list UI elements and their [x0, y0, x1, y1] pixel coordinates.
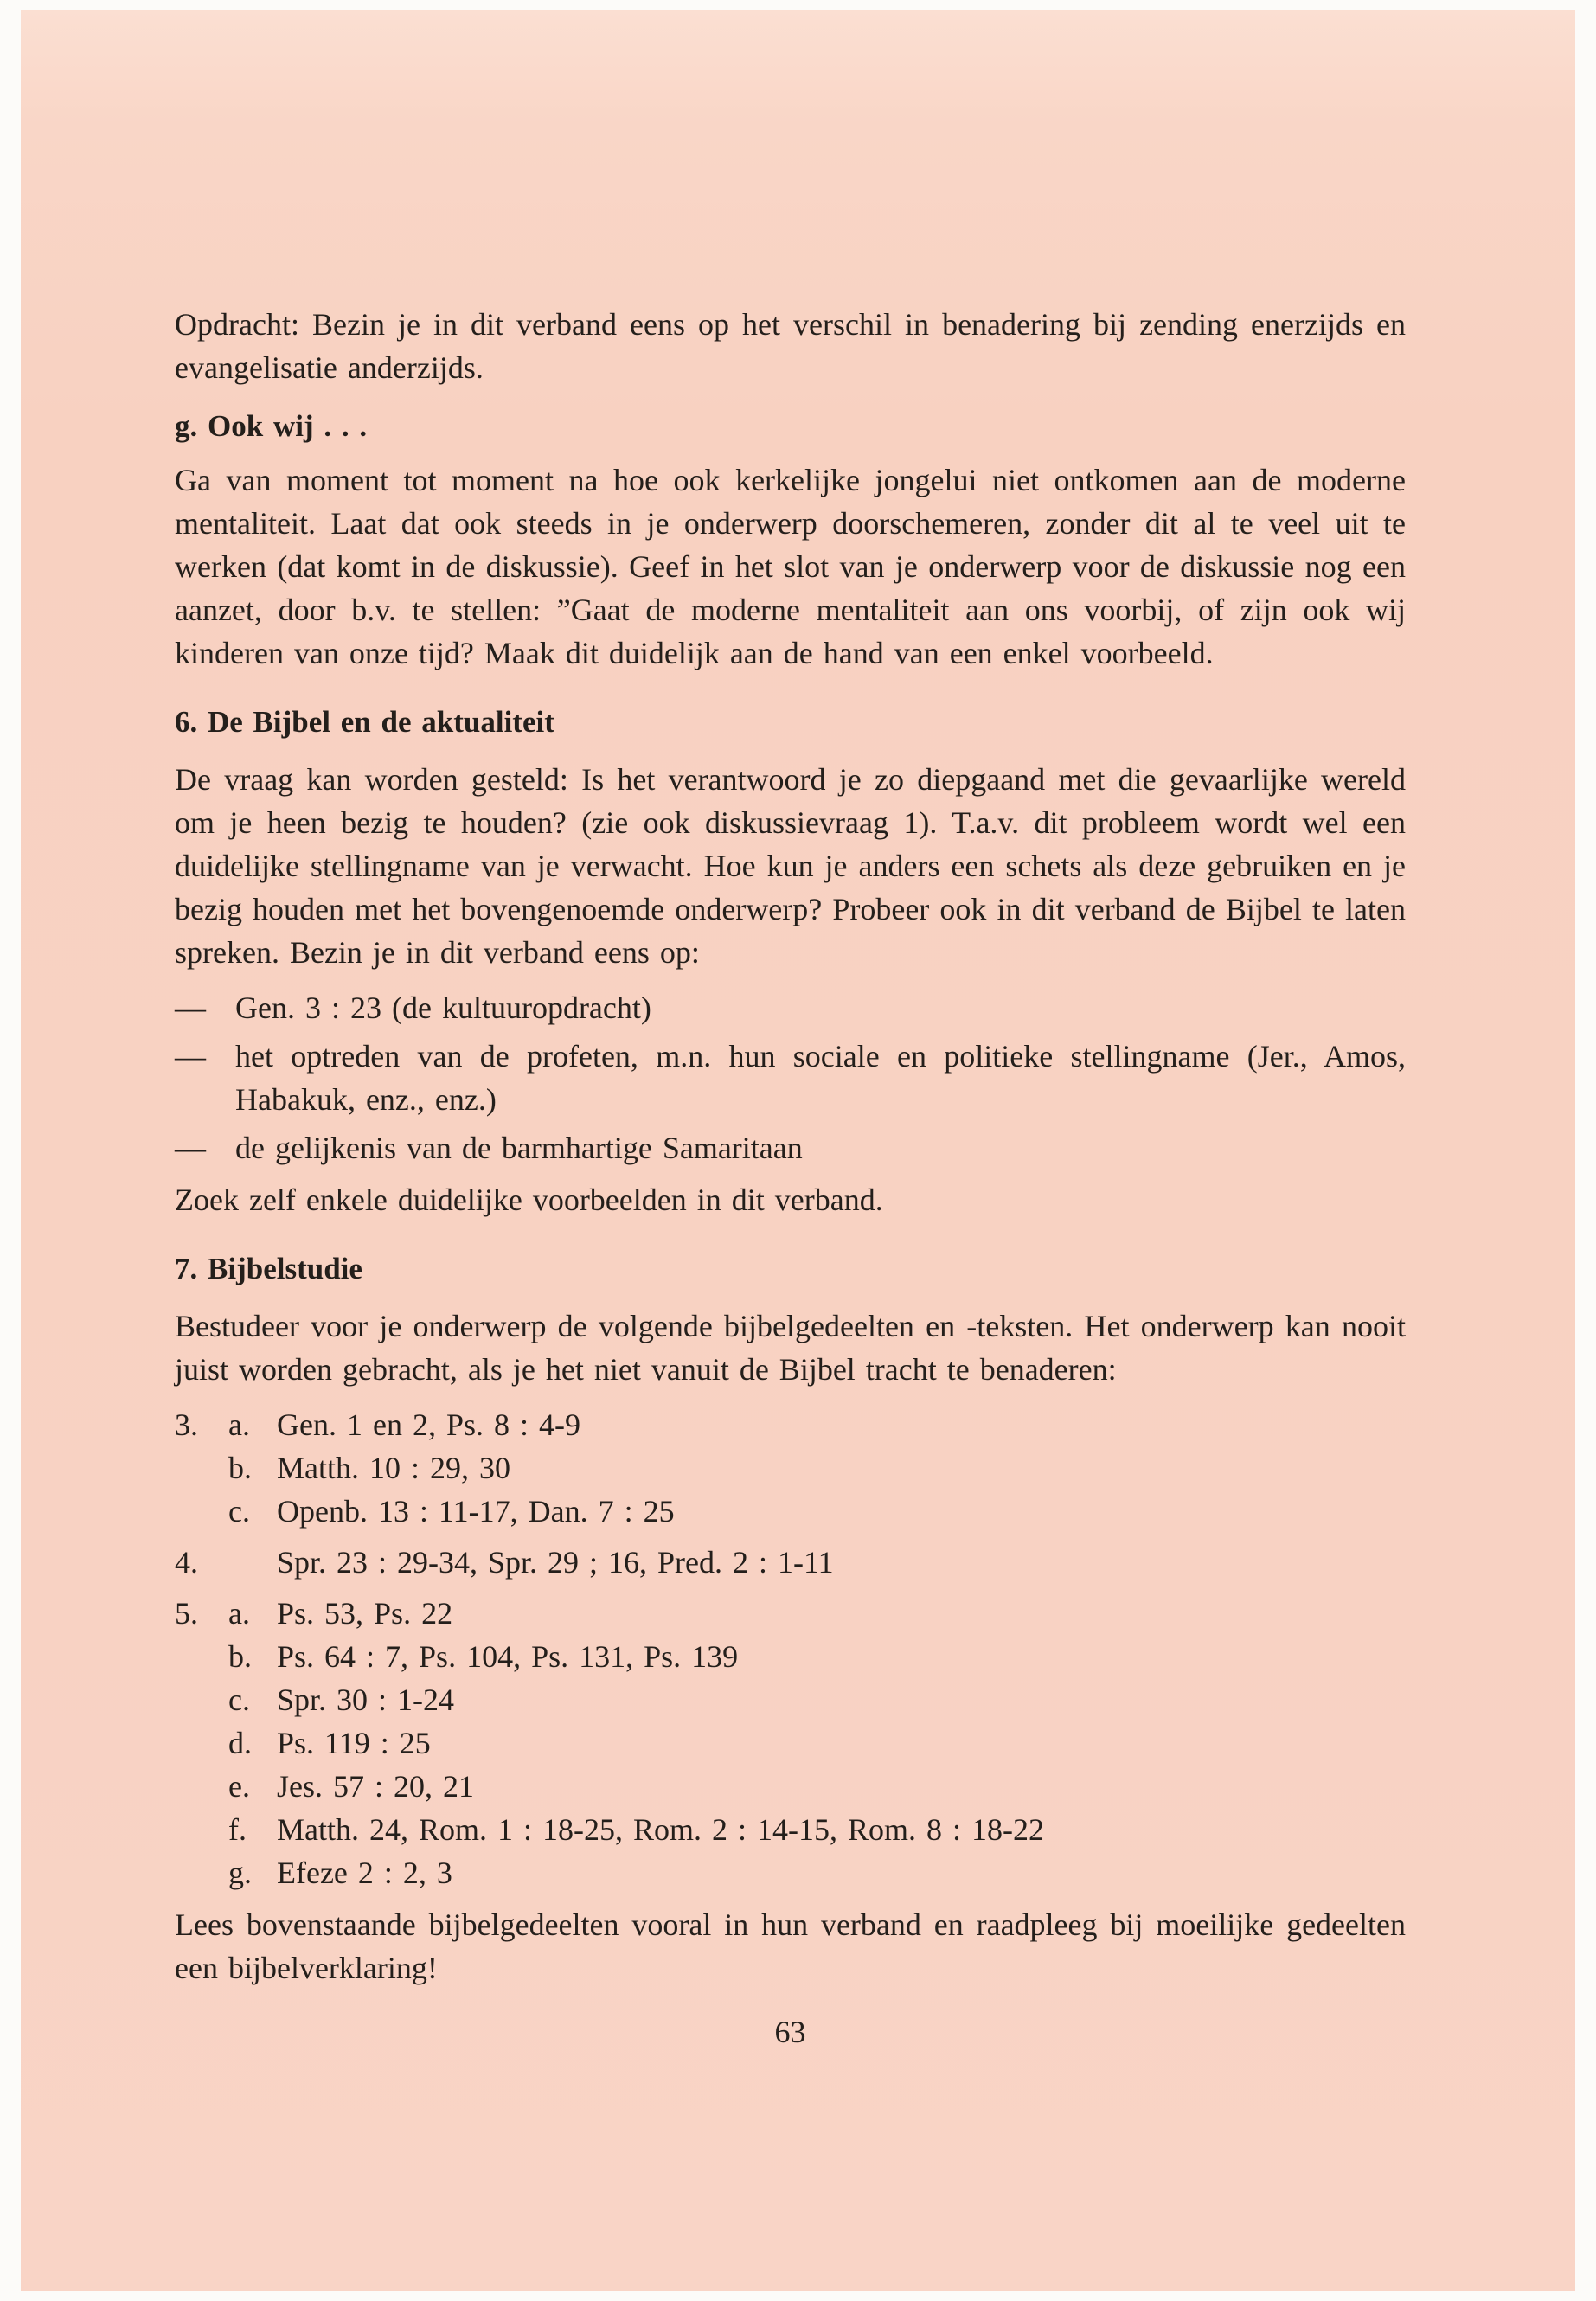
dash-marker: —	[175, 1039, 206, 1074]
reference-text: Spr. 23 : 29-34, Spr. 29 ; 16, Pred. 2 : 1-11	[277, 1545, 834, 1580]
reference-number: 5.	[175, 1596, 198, 1631]
bible-reference-list	[175, 1403, 1406, 1894]
dash-marker: —	[175, 990, 206, 1025]
reference-letter: a.	[228, 1407, 250, 1442]
dash-list-item	[175, 1035, 1406, 1121]
reference-text: Openb. 13 : 11-17, Dan. 7 : 25	[277, 1494, 675, 1529]
dash-list-item	[175, 986, 1406, 1029]
reference-number	[175, 1851, 228, 1894]
section-g-heading: g. Ook wij . . .	[175, 409, 368, 443]
section-g-body: Ga van moment tot moment na hoe ook kerkelijke jongelui niet ontkomen aan de moderne mentaliteit. Laat dat ook steeds in je onderwerp doorschemeren, zonder dit al te veel uit te werken (dat komt in de diskussie). Geef in het slot van je onderwerp voor de diskussie nog een aanzet, door b.v. te stellen: ”Gaat de moderne mentaliteit aan ons voorbij, of zijn ook wij kinderen van onze tijd? Maak dit duidelijk aan de hand van een enkel voorbeeld.	[175, 463, 1406, 670]
reference-text: Matth. 24, Rom. 1 : 18-25, Rom. 2 : 14-15, Rom. 8 : 18-22	[277, 1812, 1045, 1847]
section-6-dash-list	[175, 986, 1406, 1170]
reference-number	[175, 1678, 228, 1721]
reference-number: 3.	[175, 1407, 198, 1442]
section-7-outro: Lees bovenstaande bijbelgedeelten vooral in hun verband en raadpleeg bij moeilijke gedeelten een bijbelverklaring!	[175, 1907, 1406, 1985]
reference-row	[175, 1446, 1406, 1490]
reference-text: Gen. 1 en 2, Ps. 8 : 4-9	[277, 1407, 580, 1442]
reference-letter	[228, 1541, 277, 1584]
reference-letter: e.	[228, 1769, 250, 1804]
section-6-outro: Zoek zelf enkele duidelijke voorbeelden in dit verband.	[175, 1183, 883, 1217]
reference-text: Ps. 53, Ps. 22	[277, 1596, 453, 1631]
reference-letter: c.	[228, 1494, 250, 1529]
reference-text: Jes. 57 : 20, 21	[277, 1769, 474, 1804]
reference-row	[175, 1490, 1406, 1533]
section-7-heading: 7. Bijbelstudie	[175, 1252, 362, 1285]
page-scan-background	[21, 10, 1575, 2291]
reference-row	[175, 1765, 1406, 1808]
reference-text: Ps. 64 : 7, Ps. 104, Ps. 131, Ps. 139	[277, 1639, 739, 1674]
reference-letter: f.	[228, 1812, 247, 1847]
reference-number	[175, 1721, 228, 1765]
reference-text: Ps. 119 : 25	[277, 1726, 431, 1760]
dash-item-text: het optreden van de profeten, m.n. hun sociale en politieke stellingname (Jer., Amos, Habakuk, enz., enz.)	[235, 1039, 1406, 1117]
reference-row	[175, 1592, 1406, 1635]
reference-number	[175, 1808, 228, 1851]
reference-row	[175, 1541, 1406, 1584]
page-content	[21, 10, 1575, 2054]
reference-row	[175, 1635, 1406, 1678]
reference-letter: d.	[228, 1726, 252, 1760]
reference-letter: b.	[228, 1451, 252, 1485]
reference-row	[175, 1808, 1406, 1851]
reference-text: Spr. 30 : 1-24	[277, 1682, 455, 1717]
dash-item-text: de gelijkenis van de barmhartige Samaritaan	[235, 1131, 803, 1165]
page-number: 63	[774, 2015, 806, 2049]
reference-letter: a.	[228, 1596, 250, 1631]
reference-row	[175, 1851, 1406, 1894]
reference-row	[175, 1721, 1406, 1765]
dash-item-text: Gen. 3 : 23 (de kultuuropdracht)	[235, 990, 651, 1025]
section-6-heading: 6. De Bijbel en de aktualiteit	[175, 705, 554, 739]
dash-marker: —	[175, 1131, 206, 1165]
reference-number	[175, 1635, 228, 1678]
reference-text: Efeze 2 : 2, 3	[277, 1856, 452, 1890]
reference-number	[175, 1446, 228, 1490]
reference-letter: c.	[228, 1682, 250, 1717]
section-7-body: Bestudeer voor je onderwerp de volgende bijbelgedeelten en -teksten. Het onderwerp kan nooit juist worden gebracht, als je het niet vanuit de Bijbel tracht te benaderen:	[175, 1309, 1406, 1387]
reference-number: 4.	[175, 1545, 198, 1580]
reference-text: Matth. 10 : 29, 30	[277, 1451, 510, 1485]
reference-letter: b.	[228, 1639, 252, 1674]
reference-number	[175, 1765, 228, 1808]
reference-row	[175, 1678, 1406, 1721]
intro-paragraph: Opdracht: Bezin je in dit verband eens op het verschil in benadering bij zending enerzijds en evangelisatie anderzijds.	[175, 307, 1406, 385]
reference-letter: g.	[228, 1856, 252, 1890]
reference-number	[175, 1490, 228, 1533]
dash-list-item	[175, 1126, 1406, 1170]
section-6-body: De vraag kan worden gesteld: Is het verantwoord je zo diepgaand met die gevaarlijke wereld om je heen bezig te houden? (zie ook diskussievraag 1). T.a.v. dit probleem wordt wel een duidelijke stellingname van je verwacht. Hoe kun je anders een schets als deze gebruiken en je bezig houden met het bovengenoemde onderwerp? Probeer ook in dit verband de Bijbel te laten spreken. Bezin je in dit verband eens op:	[175, 762, 1406, 970]
reference-row	[175, 1403, 1406, 1446]
